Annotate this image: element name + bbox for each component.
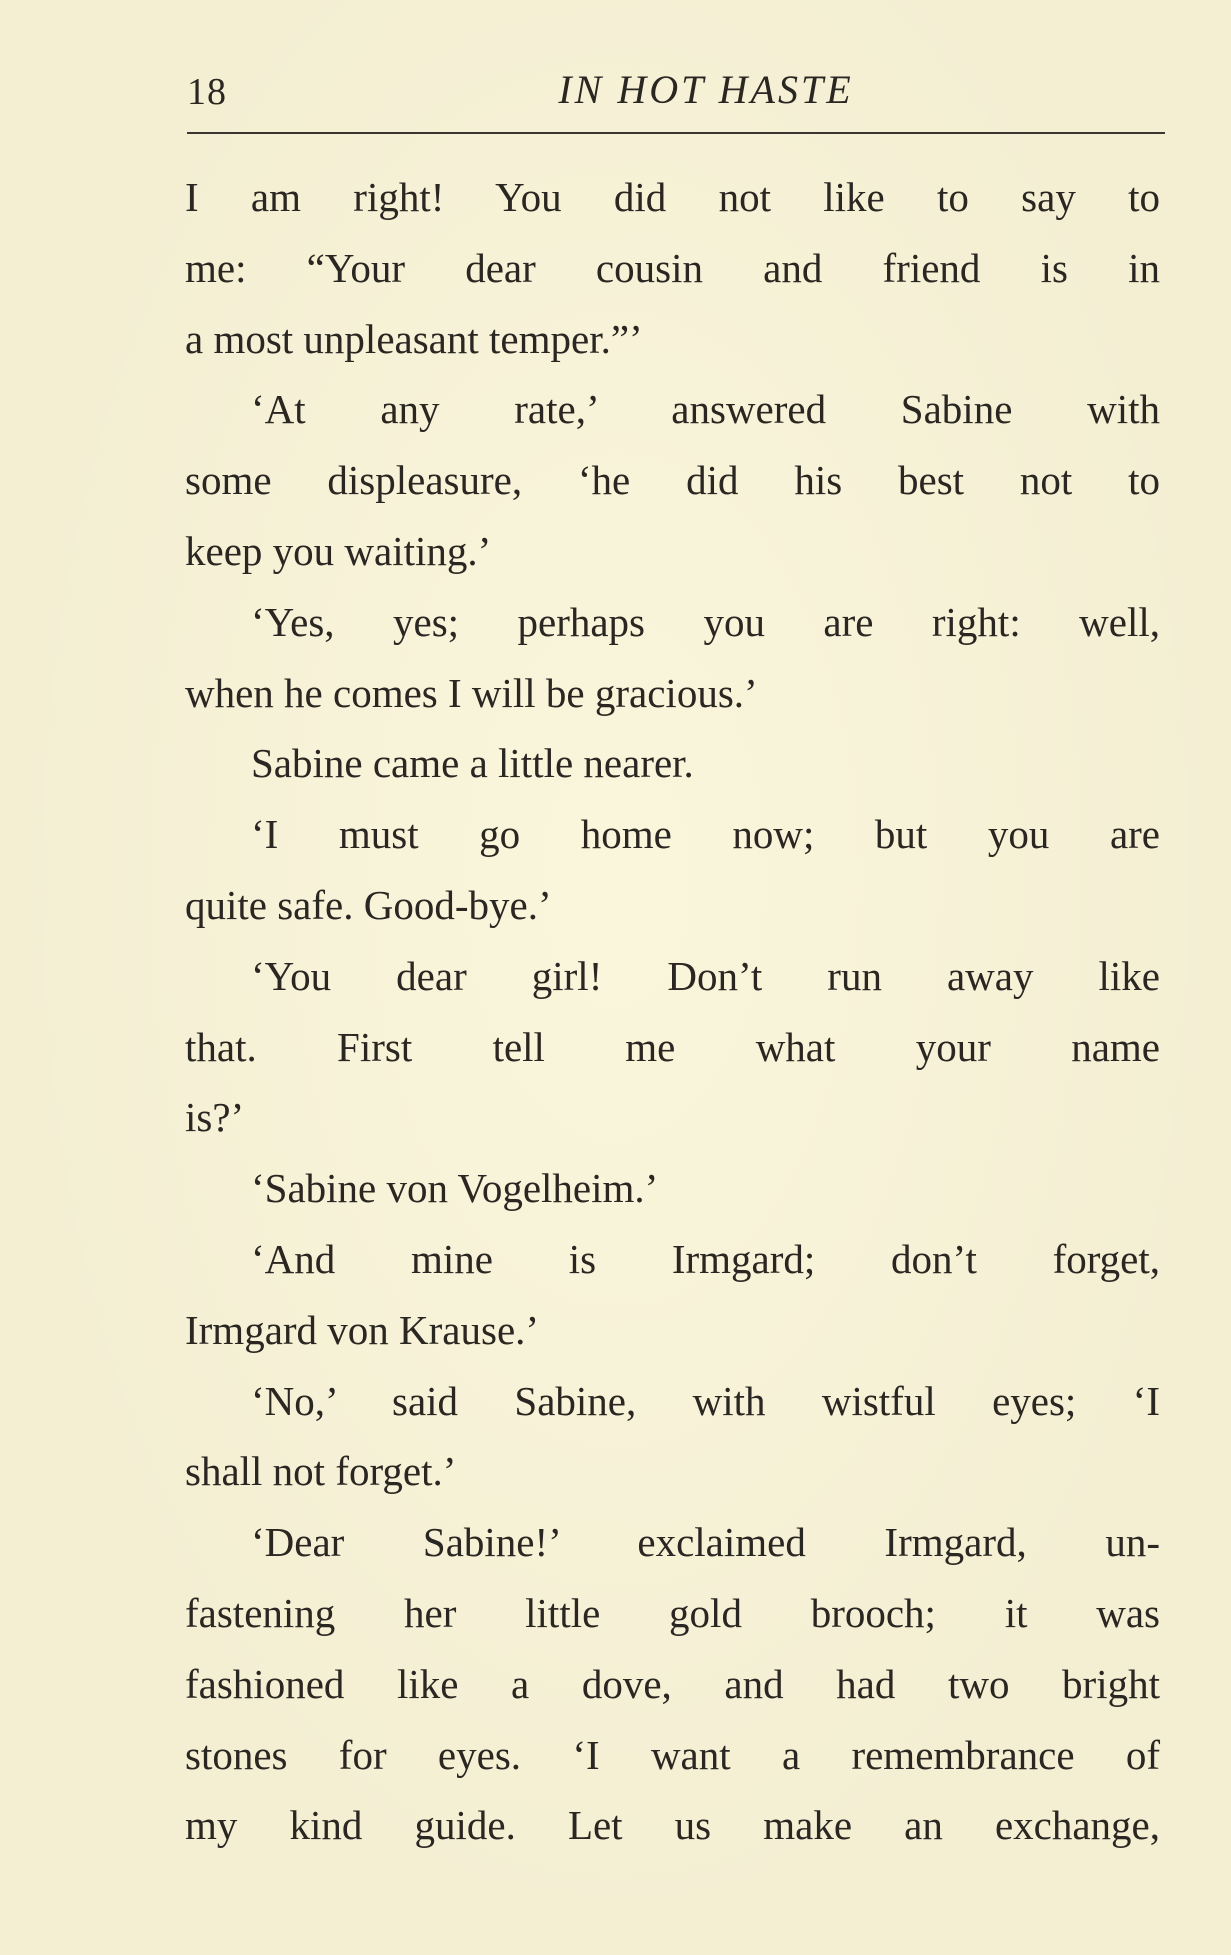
running-head [187,62,1165,122]
text-line: ‘No,’ said Sabine, with wistful eyes; ‘I [251,1377,1160,1424]
text-line: my kind guide. Let us make an exchange, [185,1802,1160,1849]
book-title: IN HOT HASTE [558,67,854,112]
text-line: stones for eyes. ‘I want a remembrance of [185,1731,1160,1778]
text-line: that. First tell me what your name [185,1023,1160,1070]
text-line: ‘At any rate,’ answered Sabine with [251,386,1160,433]
text-line: quite safe. Good-bye.’ [185,881,552,928]
text-line: Sabine came a little nearer. [251,740,694,787]
text-line: ‘Dear Sabine!’ exclaimed Irmgard, un- [251,1519,1160,1566]
page-number: 18 [187,71,227,113]
text-line: some displeasure, ‘he did his best not to [185,457,1160,504]
text-line: when he comes I will be gracious.’ [185,669,758,716]
text-line: Irmgard von Krause.’ [185,1306,540,1353]
text-line: ‘I must go home now; but you are [251,811,1160,858]
text-line: is?’ [185,1094,245,1141]
text-line: fashioned like a dove, and had two bright [185,1660,1160,1707]
text-line: ‘Sabine von Vogelheim.’ [251,1165,659,1212]
text-line: ‘You dear girl! Don’t run away like [251,952,1160,999]
text-line: fastening her little gold brooch; it was [185,1589,1160,1636]
text-line: I am right! You did not like to say to [185,174,1160,220]
text-line: me: “Your dear cousin and friend is in [185,244,1160,291]
text-line: ‘And mine is Irmgard; don’t forget, [251,1235,1160,1282]
text-line: keep you waiting.’ [185,527,492,574]
text-line: a most unpleasant temper.”’ [185,315,643,362]
text-line: shall not forget.’ [185,1448,457,1495]
body-text [185,162,1160,1861]
header-rule [187,132,1165,134]
text-line: ‘Yes, yes; perhaps you are right: well, [251,598,1160,645]
